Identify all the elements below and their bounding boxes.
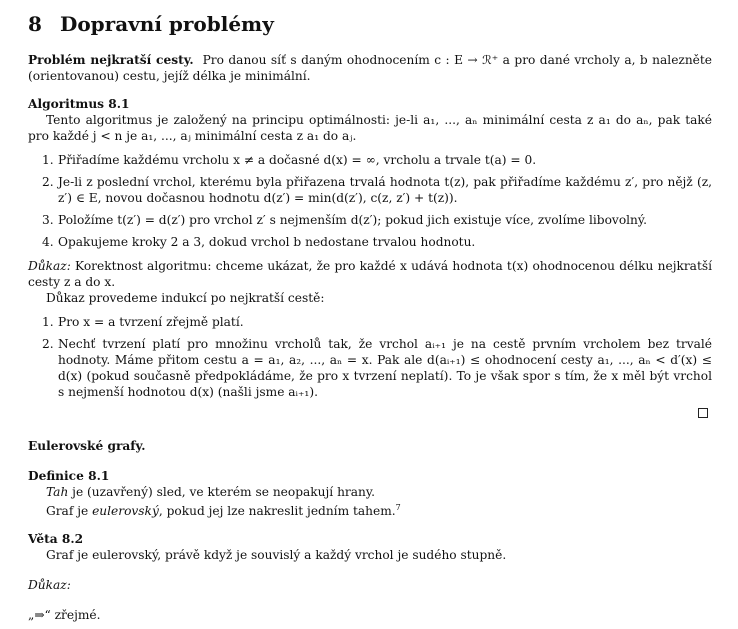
definition-term-eulerovsky: eulerovský [92, 504, 159, 519]
algorithm-step-item-number: 3. [42, 213, 54, 227]
algorithm-step-item-text: Položíme t(z′) = d(z′) pro vrchol z′ s nejmenším d(z′); pokud jich existuje více, zvolíme libovolný. [58, 213, 648, 227]
theorem-text: Graf je eulerovský, právě když je souvislý a každý vrchol je sudého stupně. [46, 548, 507, 563]
definition-line-2-rest: , pokud jej lze nakreslit jedním tahem. [158, 504, 396, 519]
proof-step-item-number: 2. [42, 337, 54, 351]
algorithm-step-item [28, 152, 712, 168]
definition-term-tah: Tah [46, 485, 69, 499]
algorithm-step-item-number: 1. [42, 153, 54, 167]
proof-step-item [28, 314, 712, 330]
definition-line-2-start: Graf je [46, 504, 93, 519]
euler-heading: Eulerovské grafy. [28, 439, 146, 453]
definition-line-1-rest: je (uzavřený) sled, ve kterém se neopakují hrany. [68, 485, 376, 499]
theorem-heading: Věta 8.2 [28, 532, 84, 547]
algorithm-step-item-text: Přiřadíme každému vrcholu x ≠ a dočasné d(x) = ∞, vrcholu a trvale t(a) = 0. [58, 153, 537, 167]
proof2-label: Důkaz: [28, 578, 71, 593]
algorithm-step-item [28, 212, 712, 228]
algorithm-step-item-text: Opakujeme kroky 2 a 3, dokud vrchol b nedostane trvalou hodnotu. [58, 235, 476, 249]
proof-label: Důkaz: [28, 259, 71, 273]
algorithm-step-item [28, 234, 712, 250]
proof2-direction: „⇒“ zřejmé. [28, 608, 101, 623]
algorithm-step-item-text: Je-li z poslední vrchol, kterému byla přiřazena trvalá hodnota t(z), pak přiřadíme každému z′, pro nějž (z, z′) ∈ E, novou dočasnou hodnotu d(z′) = min(d(z′), c(z, z′) + t(z)). [58, 175, 712, 205]
algorithm-intro: Tento algoritmus je založený na principu optimálnosti: je-li a₁, ..., aₙ minimální cesta z a₁ do aₙ, pak také pro každé j < n je a₁, ..., aⱼ minimální cesta z a₁ do aⱼ. [28, 113, 712, 143]
proof-steps [28, 314, 712, 400]
qed-row [28, 406, 712, 420]
definition-line-1 [28, 484, 712, 500]
problem-paragraph [28, 52, 712, 84]
proof-induction: Důkaz provedeme indukcí po nejkratší cestě: [46, 291, 325, 305]
definition-line-2 [28, 500, 712, 519]
proof-paragraph [28, 258, 712, 290]
qed-box [698, 408, 708, 418]
algorithm-step-item-number: 2. [42, 175, 54, 189]
proof-text: Korektnost algoritmu: chceme ukázat, že pro každé x udává hodnota t(x) ohodnocenou délku nejkratší cesty z a do x. [28, 259, 712, 289]
document-page [28, 10, 712, 623]
section-title: Dopravní problémy [60, 12, 274, 36]
algorithm-step-item-number: 4. [42, 235, 54, 249]
proof-step-item [28, 336, 712, 400]
algorithm-heading: Algoritmus 8.1 [28, 97, 130, 111]
algorithm-step-item [28, 174, 712, 206]
proof-step-item-text: Nechť tvrzení platí pro množinu vrcholů tak, že vrchol aᵢ₊₁ je na cestě prvním vrcholem bez trvalé hodnoty. Máme přitom cestu a = a₁, a₂, ..., aₙ = x. Pak ale d(aᵢ₊₁) ≤ ohodnocení cesty a₁, ..., aₙ < d′(x) ≤ d(x) (pokud současně předpokládáme, že pro x tvrzení neplatí). To je však spor s tím, že x měl být vrchol s nejmenší hodnotou d(x) (našli jsme aᵢ₊₁). [58, 337, 712, 399]
footnote-marker: 7 [395, 503, 401, 512]
definition-heading: Definice 8.1 [28, 469, 110, 483]
proof-step-item-number: 1. [42, 315, 54, 329]
algorithm-steps [28, 152, 712, 250]
section-number: 8 [28, 12, 42, 36]
problem-heading: Problém nejkratší cesty. [28, 53, 194, 67]
section-heading [28, 10, 712, 38]
proof-step-item-text: Pro x = a tvrzení zřejmě platí. [58, 315, 244, 329]
problem-text: Pro danou síť s daným ohodnocením c : E → ℛ⁺ a pro dané vrcholy a, b nalezněte (orientovanou) cestu, jejíž délka je minimální. [28, 53, 712, 83]
